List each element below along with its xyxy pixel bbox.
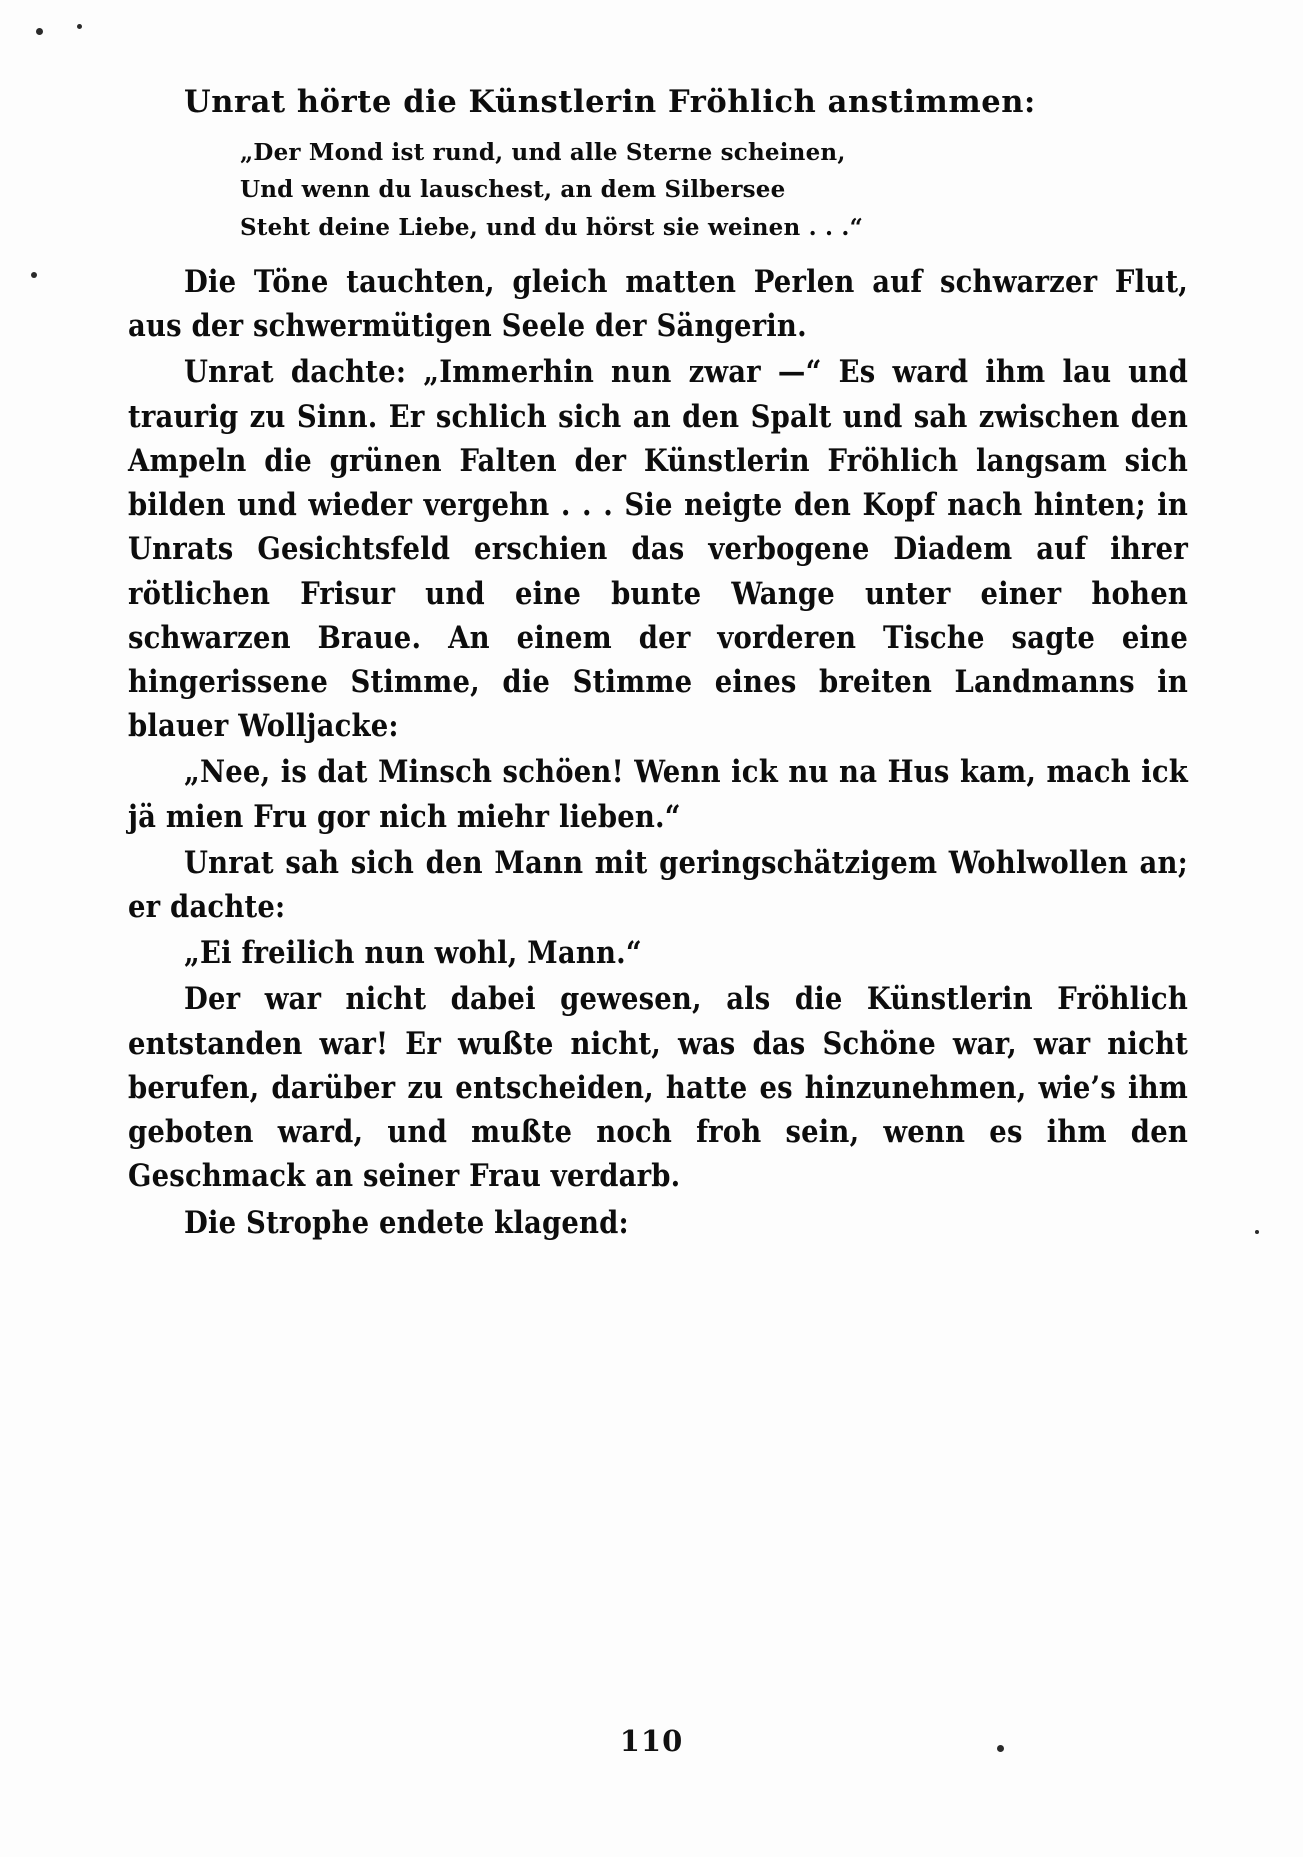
- verse-block: [128, 134, 1188, 246]
- verse-line-3: Steht deine Liebe, und du hörst sie weinen . . .“: [240, 213, 864, 241]
- paragraph-1: Die Töne tauchten, gleich matten Perlen auf schwarzer Flut, aus der schwermütigen Seele der Sängerin.: [128, 263, 1188, 345]
- paragraph-3: „Nee, is dat Minsch schöen! Wenn ick nu na Hus kam, mach ick jä mien Fru gor nich miehr lieben.“: [128, 754, 1188, 835]
- page-speck: [31, 272, 37, 278]
- verse-line-2: Und wenn du lauschest, an dem Silbersee: [240, 176, 786, 204]
- paragraph-6: Der war nicht dabei gewesen, als die Künstlerin Fröhlich entstanden war! Er wußte nicht, was das Schöne war, war nicht berufen, darüber zu entscheiden, hatte es hinzunehmen, wie’s ihm geboten ward, und mußte noch froh sein, wenn es ihm den Geschmack an seiner Frau verdarb.: [128, 981, 1188, 1195]
- page-number: 110: [619, 1724, 684, 1758]
- page-speck: [36, 28, 43, 35]
- page-text-block: [128, 80, 1188, 1247]
- paragraph-4: Unrat sah sich den Mann mit geringschätzigem Wohlwollen an; er dachte:: [128, 844, 1188, 926]
- page-speck: [77, 24, 82, 29]
- paragraph-5: „Ei freilich nun wohl, Mann.“: [184, 935, 642, 972]
- verse-line-1: „Der Mond ist rund, und alle Sterne scheinen,: [240, 139, 846, 167]
- opening-line: Unrat hörte die Künstlerin Fröhlich anstimmen:: [184, 84, 1036, 120]
- page-speck: [1255, 1230, 1259, 1234]
- paragraph-2: Unrat dachte: „Immerhin nun zwar —“ Es ward ihm lau und traurig zu Sinn. Er schlich sich an den Spalt und sah zwischen den Ampeln die grünen Falten der Künstlerin Fröhlich langsam sich bilden und wieder vergehn . . . Sie neigte den Kopf nach hinten; in Unrats Gesichtsfeld erschien das verbogene Diadem auf ihrer rötlichen Frisur und eine bunte Wange unter einer hohen schwarzen Braue. An einem der vorderen Tische sagte eine hingerissene Stimme, die Stimme eines breiten Landmanns in blauer Wolljacke:: [128, 354, 1188, 745]
- paragraph-7: Die Strophe endete klagend:: [184, 1204, 629, 1241]
